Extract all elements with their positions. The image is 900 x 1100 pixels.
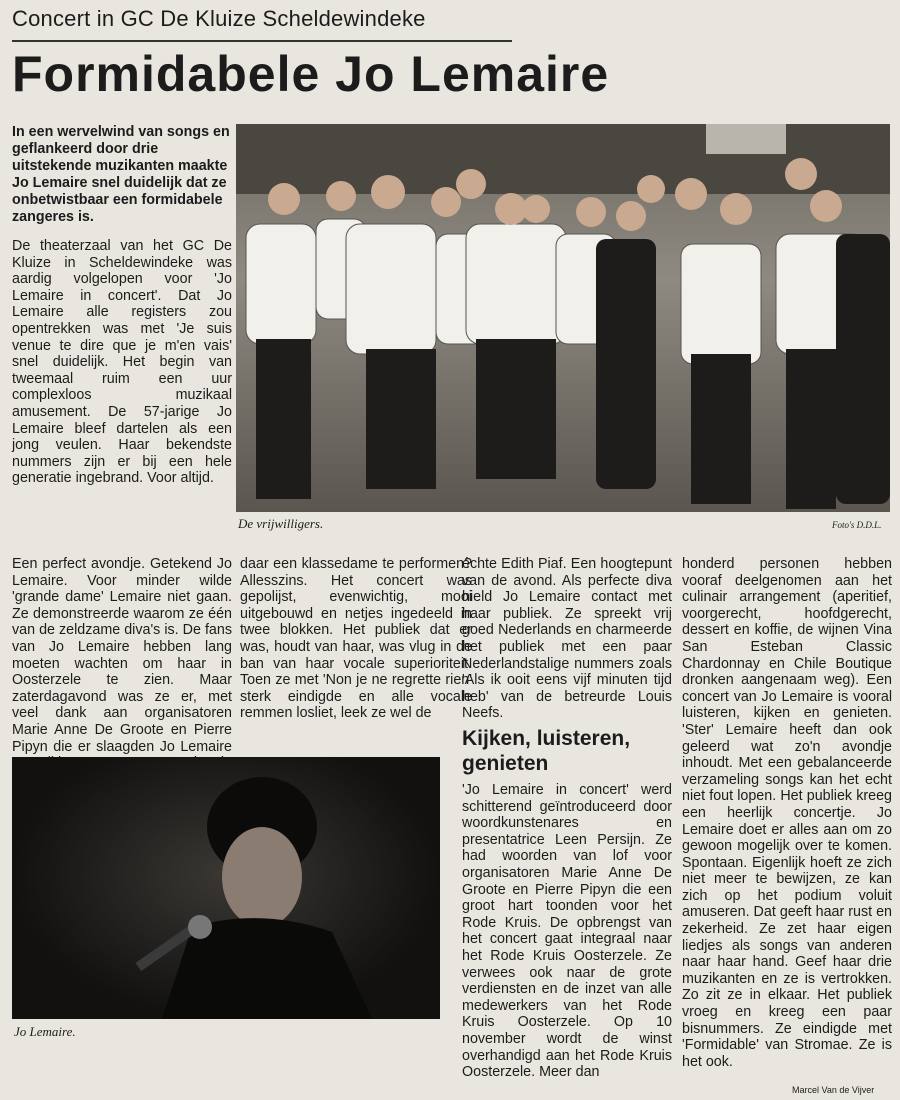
body-paragraph: échte Edith Piaf. Een hoogtepunt van de avond. Als perfecte diva hield Jo Lemaire contact met haar publiek. Ze spreekt vrij goed Nederlands en charmeerde het publiek met een paar Nederlandstalige nummers zoals 'Als ik ooit eens vijf minuten tijd heb' van de betreurde Louis Neefs.	[462, 556, 672, 722]
body-paragraph: De theaterzaal van het GC De Kluize in Scheldewindeke was aardig volgelopen voor 'Jo Lemaire in concert'. Dat Jo Lemaire alle registers zou opentrekken was met 'Je suis venue te dire que je m'en vais' snel duidelijk. Het begin van tweemaal ruim een uur complexloos muzikaal amusement. De 57-jarige Jo Lemaire bleef dartelen als een jong veulen. Haar bekendste nummers zijn er bij een hele generatie ingebrand. Voor altijd.	[12, 238, 232, 487]
kicker-divider	[12, 40, 512, 42]
singer-photo-image	[12, 757, 440, 1019]
body-paragraph: 'Jo Lemaire in concert' werd schitterend geïntroduceerd door woordkunstenares en presentatrice Leen Persijn. Ze had woorden van lof voor organisatoren Marie Anne De Groote en Pierre Pipyn die een groot hart toonden voor het Rode Kruis. De opbrengst van het concert gaat integraal naar het Rode Kruis Oosterzele. Ze verwees ook naar de grote verdiensten en de inzet van alle medewerkers van het Rode Kruis Oosterzele. Op 10 november wordt de winst overhandigd aan het Rode Kruis Oosterzele. Meer dan	[462, 782, 672, 1081]
singer-photo-caption: Jo Lemaire.	[14, 1024, 76, 1039]
body-paragraph: honderd personen hebben vooraf deelgenomen aan het culinair arrangement (aperitief, voorgerecht, hoofdgerecht, dessert en koffie, de wijnen Vina San Esteban Classic Chardonnay en Chile Boutique dronken aangenaam weg). Een concert van Jo Lemaire is vooral luisteren, kijken en genieten. 'Ster' Lemaire heeft dan ook geleerd wat zo'n avondje inhoudt. Met een gebalanceerde verzameling songs kan het echt niet fout lopen. Het publiek kreeg een heerlijk concertje. Jo Lemaire doet er alles aan om zo gewoon mogelijk over te komen. Spontaan. Eigenlijk hoeft ze zich niet meer te bewijzen, ze kan zich op het podium voluit amuseren. Dat geeft haar rust en zekerheid. Ze zet haar eigen liedjes als songs van anderen naar haar hand. Geef haar drie muzikanten en ze is vertrokken. Zo zit ze in elkaar. Het publiek vroeg en kreeg een paar bisnummers. Ze eindigde met 'Formidable' van Stromae. Ze is het ook.	[682, 556, 892, 1070]
body-paragraph: Een perfect avondje. Getekend Jo Lemaire. Voor minder wilde 'grande dame' Lemaire niet gaan. Ze demonstreerde waarom ze één van de zeldzame diva's is. De fans van Jo Lemaire hebben lang moeten wachten om haar in Oosterzele te zien. Maar zaterdagavond was ze er, met veel dank aan organisatoren Marie Anne De Groote en Pierre Pipyn die er slaagden Jo Lemaire	[12, 556, 232, 755]
body-column-2	[240, 556, 472, 722]
body-column-3	[462, 556, 672, 722]
body-column-4	[682, 556, 892, 1070]
volunteers-photo-caption: De vrijwilligers.	[238, 516, 324, 531]
body-column-1	[12, 238, 232, 487]
volunteers-photo	[236, 124, 890, 512]
body-column-3-continued	[462, 782, 672, 1081]
article-lead: In een wervelwind van songs en geflankeerd door drie uitstekende muzikanten maakte Jo Lemaire snel duidelijk dat ze onbetwistbaar een formidabele zangeres is.	[12, 124, 230, 225]
photo-credit: Foto's D.D.L.	[832, 520, 882, 530]
singer-photo	[12, 757, 440, 1019]
section-subheading: Kijken, luisteren, genieten	[462, 727, 631, 775]
byline: Marcel Van de Vijver	[792, 1085, 875, 1095]
body-paragraph: daar een klassedame te performen? Allesszins. Het concert was gepolijst, evenwichtig, mooi uitgebouwd en netjes ingedeeld in twee blokken. Het publiek dat er was, houdt van haar, was vlug in de ban van haar vocale superioriteit. Toen ze met 'Non je ne regrette rien' sterk eindigde en alle vocale remmen losliet, leek ze wel de	[240, 556, 472, 722]
article-kicker: Concert in GC De Kluize Scheldewindeke	[12, 6, 426, 31]
volunteers-photo-image	[236, 124, 890, 512]
article-headline: Formidabele Jo Lemaire	[12, 46, 610, 102]
